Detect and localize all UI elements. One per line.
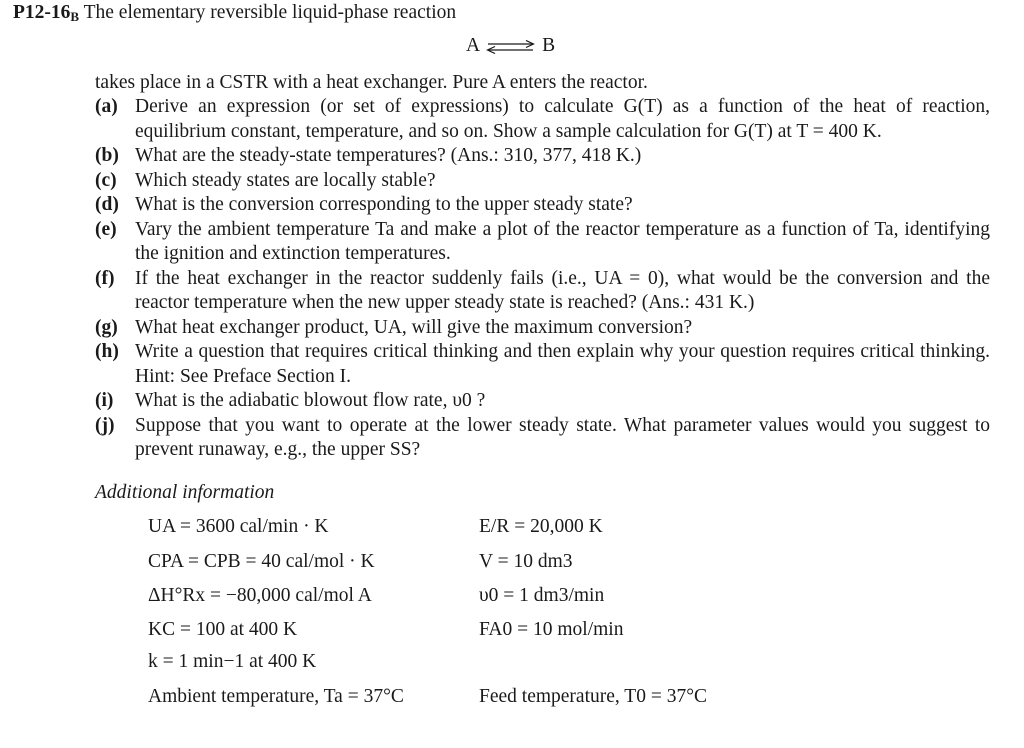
question-item xyxy=(95,95,990,144)
problem-number: $P12-16_B$ xyxy=(13,2,80,24)
question-item xyxy=(95,316,990,341)
activation-energy-value: E/R = 20,000 K xyxy=(479,516,603,537)
question-text: What is the conversion corresponding to the upper steady state? xyxy=(135,194,633,215)
reaction-equation xyxy=(466,34,555,59)
question-text: What heat exchanger product, UA, will give the maximum conversion? xyxy=(135,316,693,338)
product-b: B xyxy=(542,35,556,56)
problem-intro: takes place in a CSTR with a heat exchanger. Pure A enters the reactor. xyxy=(95,72,648,93)
rate-constant-value: k = 1 min−1 at 400 K xyxy=(148,651,317,672)
question-text: What is the adiabatic blowout flow rate, υ0 ? xyxy=(135,390,486,411)
question-item xyxy=(95,340,990,389)
question-label: (f) xyxy=(95,267,115,289)
problem-statement: The elementary reversible liquid-phase reaction xyxy=(83,2,457,23)
equilibrium-arrow-icon xyxy=(486,40,536,54)
question-label: (g) xyxy=(95,316,118,338)
question-label: (d) xyxy=(95,194,119,215)
question-item xyxy=(95,193,990,218)
question-label: (e) xyxy=(95,218,117,240)
additional-info-title: Additional information xyxy=(95,482,275,503)
molar-feed-rate-value: FA0 = 10 mol/min xyxy=(479,619,624,640)
question-label: (b) xyxy=(95,145,119,166)
question-label: (c) xyxy=(95,169,117,191)
reactant-a: A xyxy=(466,35,481,56)
heat-capacity-value: CPA = CPB = 40 cal/mol · K xyxy=(148,551,375,572)
ambient-temperature-value: Ambient temperature, Ta = 37°C xyxy=(148,686,404,707)
equilibrium-constant-value: KC = 100 at 400 K xyxy=(148,619,298,640)
question-item xyxy=(95,144,990,169)
question-list xyxy=(95,95,990,463)
flow-rate-value: υ0 = 1 dm3/min xyxy=(479,585,605,606)
question-text: What are the steady-state temperatures? (Ans.: 310, 377, 418 K.) xyxy=(135,145,642,166)
question-label: (h) xyxy=(95,341,119,362)
question-item xyxy=(95,267,990,316)
question-text: If the heat exchanger in the reactor suddenly fails (i.e., UA = 0), what would be the conversion and the reactor temperature when the new upper steady state is reached? (Ans.: 431 K.) xyxy=(135,267,990,313)
question-item xyxy=(95,389,990,414)
question-label: (j) xyxy=(95,414,115,436)
question-text: Derive an expression (or set of expressions) to calculate G(T) as a function of the heat of reaction, equilibrium constant, temperature, and so on. Show a sample calculation for G(T) at T = 400 K. xyxy=(135,96,990,142)
feed-temperature-value: Feed temperature, T0 = 37°C xyxy=(479,686,708,707)
question-text: Which steady states are locally stable? xyxy=(135,169,436,191)
question-label: (a) xyxy=(95,96,118,117)
question-text: Write a question that requires critical thinking and then explain why your question requires critical thinking. Hint: See Preface Section I. xyxy=(135,341,990,387)
question-text: Suppose that you want to operate at the lower steady state. What parameter values would you suggest to prevent runaway, e.g., the upper SS? xyxy=(135,414,990,460)
question-item xyxy=(95,218,990,267)
question-item xyxy=(95,414,990,463)
question-text: Vary the ambient temperature Ta and make a plot of the reactor temperature as a function of Ta, identifying the ignition and extinction temperatures. xyxy=(135,218,990,264)
heat-of-reaction-value: ΔH°Rx = −80,000 cal/mol A xyxy=(148,585,372,606)
problem-heading xyxy=(13,1,456,26)
ua-value: UA = 3600 cal/min · K xyxy=(148,516,329,537)
question-item xyxy=(95,169,990,194)
volume-value: V = 10 dm3 xyxy=(479,551,573,572)
question-label: (i) xyxy=(95,390,114,411)
